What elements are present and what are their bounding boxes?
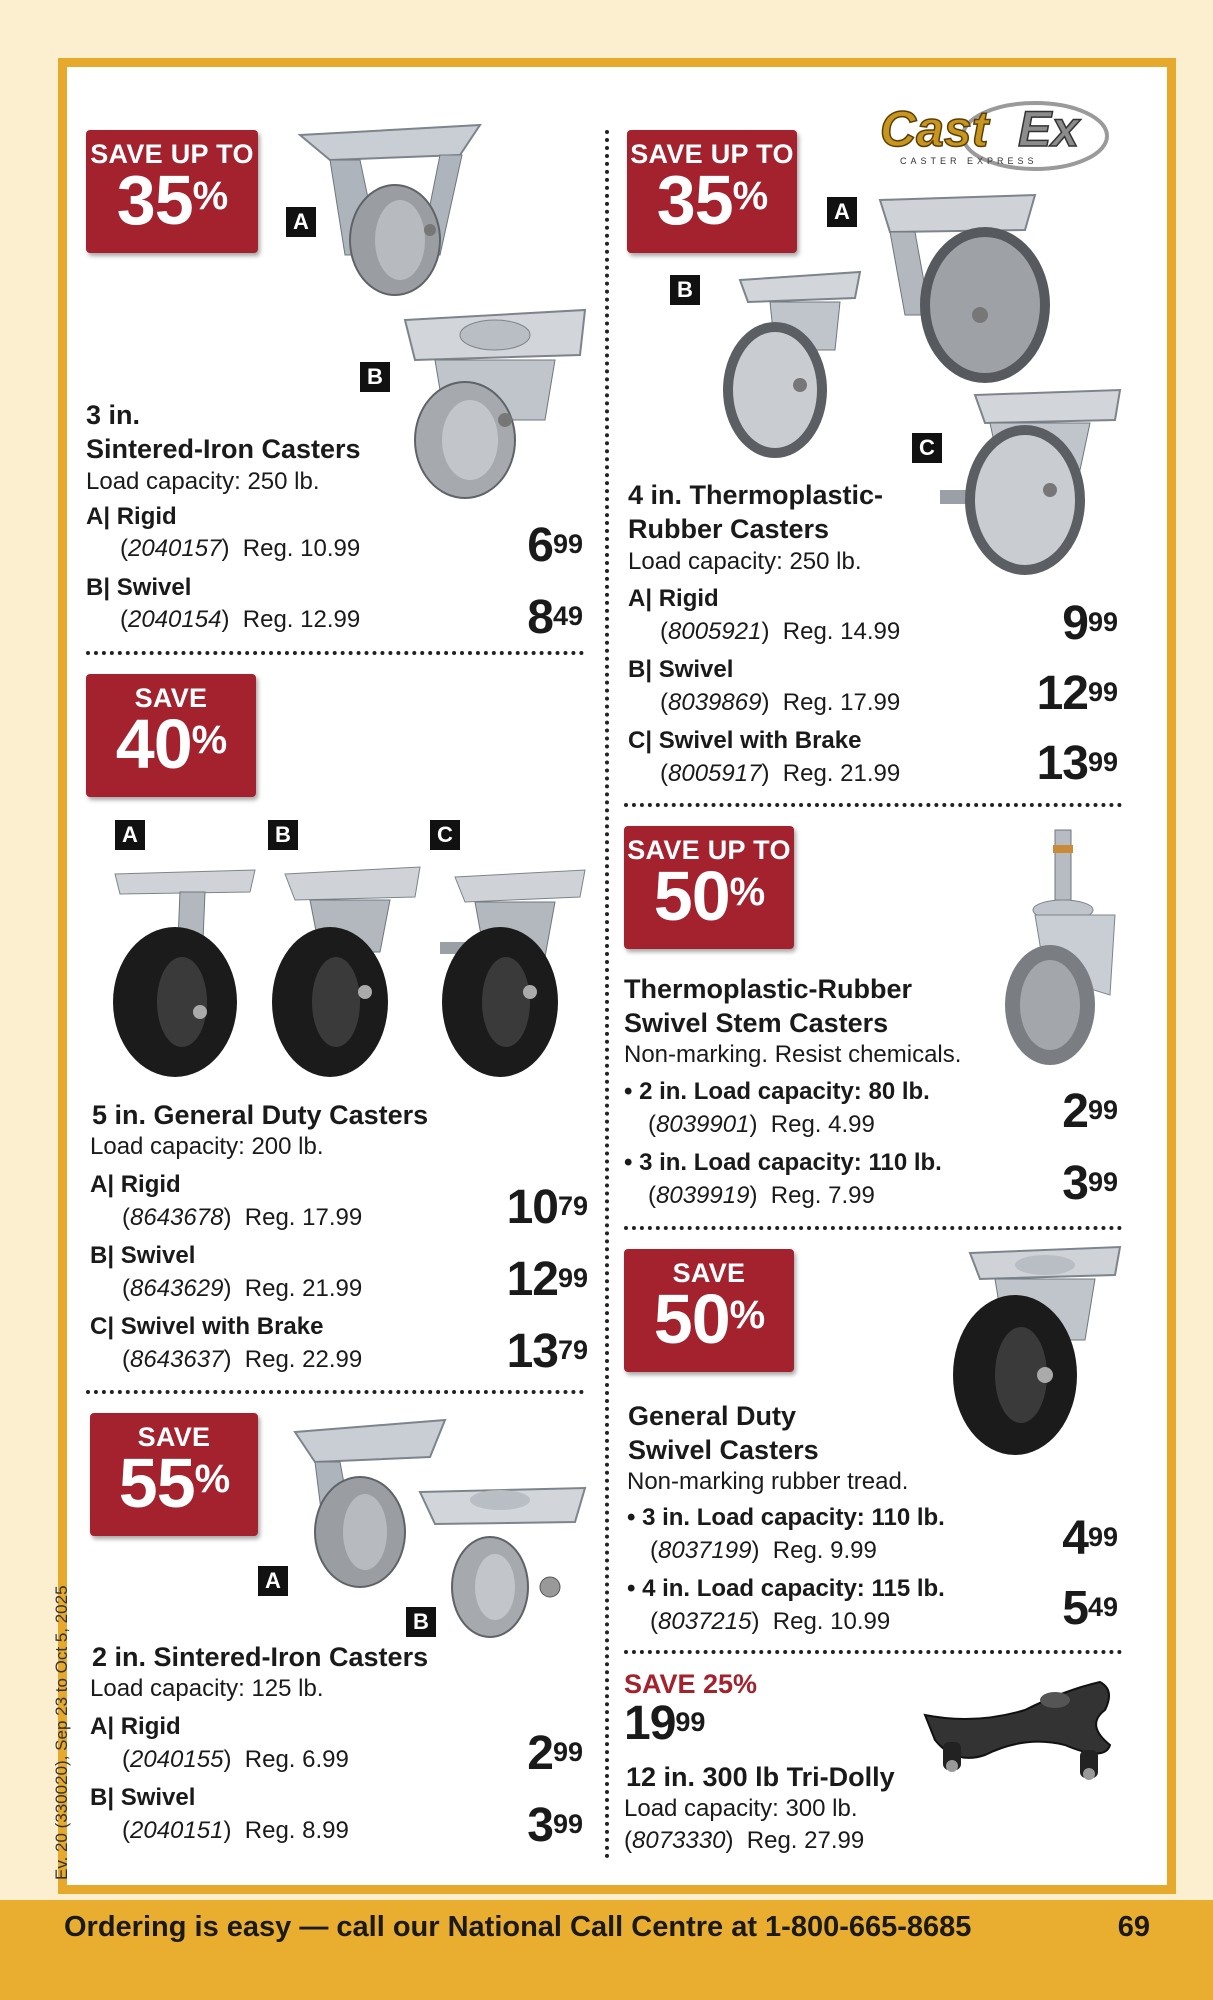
option-label: • 3 in. Load capacity: 110 lb. (624, 1149, 942, 1176)
column-divider (605, 130, 609, 1860)
sale-price: $5^{49}$ (1062, 1582, 1118, 1635)
option-label: A| Rigid (90, 1171, 181, 1198)
sale-price: $9^{99}$ (1062, 597, 1118, 650)
option-label: B| Swivel (90, 1784, 196, 1811)
svg-text:CASTER EXPRESS: CASTER EXPRESS (900, 156, 1038, 166)
product-description: Load capacity: 250 lb. (628, 548, 862, 575)
sale-price: $6^{99}$ (527, 519, 583, 572)
sale-price: $12^{99}$ (506, 1253, 588, 1306)
product-description: Load capacity: 300 lb. (624, 1795, 858, 1822)
discount-badge (90, 1413, 258, 1536)
discount-badge (86, 130, 258, 253)
sale-price: $2^{99}$ (527, 1727, 583, 1780)
discount-badge (624, 826, 794, 949)
option-label: C| Swivel with Brake (628, 727, 862, 754)
product-title: 12 in. 300 lb Tri-Dolly (626, 1762, 895, 1792)
badge-label: SAVE UP TO (630, 139, 794, 169)
option-label: A| Rigid (628, 585, 719, 612)
section-divider (86, 651, 584, 655)
option-label: A| Rigid (86, 503, 177, 530)
label-b: B (268, 820, 298, 850)
sku-line: (8005917) Reg. 21.99 (660, 760, 901, 787)
product-description: Load capacity: 125 lb. (90, 1675, 324, 1702)
option-label: • 2 in. Load capacity: 80 lb. (624, 1078, 930, 1105)
section-divider (624, 803, 1122, 807)
badge-label: SAVE UP TO (627, 835, 791, 865)
sale-price: $10^{79}$ (506, 1181, 588, 1234)
sku-line: (8643629) Reg. 21.99 (122, 1275, 363, 1302)
label-a: A (115, 820, 145, 850)
product-title: 4 in. Thermoplastic- Rubber Casters (628, 480, 884, 544)
label-a: A (286, 207, 316, 237)
sale-price: $13^{79}$ (506, 1325, 588, 1378)
badge-label: SAVE UP TO (90, 139, 254, 169)
option-label: • 3 in. Load capacity: 110 lb. (627, 1504, 945, 1531)
sale-price: $13^{99}$ (1036, 737, 1118, 790)
sku-line: (2040155) Reg. 6.99 (122, 1746, 349, 1773)
sale-price: $3^{99}$ (527, 1799, 583, 1852)
label-a: A (827, 197, 857, 227)
sku-line: (2040154) Reg. 12.99 (120, 606, 361, 633)
badge-value: 50% (653, 857, 765, 935)
sku-line: (2040151) Reg. 8.99 (122, 1817, 349, 1844)
label-b: B (406, 1607, 436, 1637)
badge-value: 35% (116, 161, 228, 239)
edition-note: Ev. 20 (330020), Sep 23 to Oct 5, 2025 (52, 1585, 71, 1880)
sku-line: (8005921) Reg. 14.99 (660, 618, 901, 645)
option-label: C| Swivel with Brake (90, 1313, 324, 1340)
label-c: C (430, 820, 460, 850)
badge-value: 50% (653, 1280, 765, 1358)
swivel-caster-image (385, 300, 595, 500)
product-description: Load capacity: 200 lb. (90, 1133, 324, 1160)
sku-line: (8037215) Reg. 10.99 (650, 1608, 891, 1635)
section-divider (624, 1226, 1122, 1230)
sku-line: (8037199) Reg. 9.99 (650, 1537, 877, 1564)
sintered-2in-casters-image (285, 1412, 590, 1652)
product-title: Thermoplastic-Rubber Swivel Stem Casters (624, 974, 913, 1038)
sku-line: (8039901) Reg. 4.99 (648, 1111, 875, 1138)
option-label: A| Rigid (90, 1713, 181, 1740)
save-label: SAVE 25% (624, 1669, 758, 1699)
product-title: 2 in. Sintered-Iron Casters (92, 1642, 429, 1672)
rigid-caster-image (290, 115, 490, 305)
discount-badge (624, 1249, 794, 1372)
castex-logo (870, 94, 1132, 174)
svg-text:Ex: Ex (1018, 101, 1080, 157)
badge-label: SAVE (137, 1422, 211, 1452)
sku-line: (8039869) Reg. 17.99 (660, 689, 901, 716)
product-title: General Duty Swivel Casters (628, 1401, 819, 1465)
sale-price: $2^{99}$ (1062, 1085, 1118, 1138)
sale-price: $12^{99}$ (1036, 667, 1118, 720)
stem-caster-image (995, 825, 1130, 1085)
general-swivel-caster-image (945, 1245, 1125, 1460)
label-b: B (360, 362, 390, 392)
label-b: B (670, 275, 700, 305)
product-description: Load capacity: 250 lb. (86, 468, 320, 495)
label-a: A (258, 1566, 288, 1596)
general-duty-casters-image (100, 862, 590, 1082)
badge-value: 55% (118, 1444, 230, 1522)
badge-label: SAVE (672, 1258, 746, 1288)
option-label: B| Swivel (90, 1242, 196, 1269)
option-label: • 4 in. Load capacity: 115 lb. (627, 1575, 945, 1602)
sale-price: $3^{99}$ (1062, 1157, 1118, 1210)
section-divider (624, 1650, 1122, 1654)
section-divider (86, 1390, 584, 1394)
sku-line: (8073330) Reg. 27.99 (624, 1827, 865, 1854)
badge-value: 40% (115, 705, 227, 783)
option-label: B| Swivel (628, 656, 734, 683)
discount-badge (86, 674, 256, 797)
sku-line: (2040157) Reg. 10.99 (120, 535, 361, 562)
badge-value: 35% (656, 161, 768, 239)
svg-text:Cast: Cast (880, 101, 989, 157)
footer-call-text: Ordering is easy — call our National Call Centre at 1-800-665-8685 (64, 1911, 972, 1943)
sku-line: (8039919) Reg. 7.99 (648, 1182, 875, 1209)
sale-price: $8^{49}$ (527, 591, 583, 644)
product-title: 5 in. General Duty Casters (92, 1100, 429, 1130)
sku-line: (8643678) Reg. 17.99 (122, 1204, 363, 1231)
product-title: 3 in. Sintered-Iron Casters (86, 400, 361, 464)
badge-label: SAVE (134, 683, 208, 713)
product-description: Non-marking rubber tread. (627, 1468, 909, 1495)
sale-price: $19^{99}$ (624, 1697, 706, 1750)
option-label: B| Swivel (86, 574, 192, 601)
sku-line: (8643637) Reg. 22.99 (122, 1346, 363, 1373)
sale-price: $4^{99}$ (1062, 1512, 1118, 1565)
label-c: C (912, 433, 942, 463)
tri-dolly-image (915, 1670, 1125, 1785)
page-number: 69 (1117, 1911, 1150, 1943)
product-description: Non-marking. Resist chemicals. (624, 1041, 962, 1068)
